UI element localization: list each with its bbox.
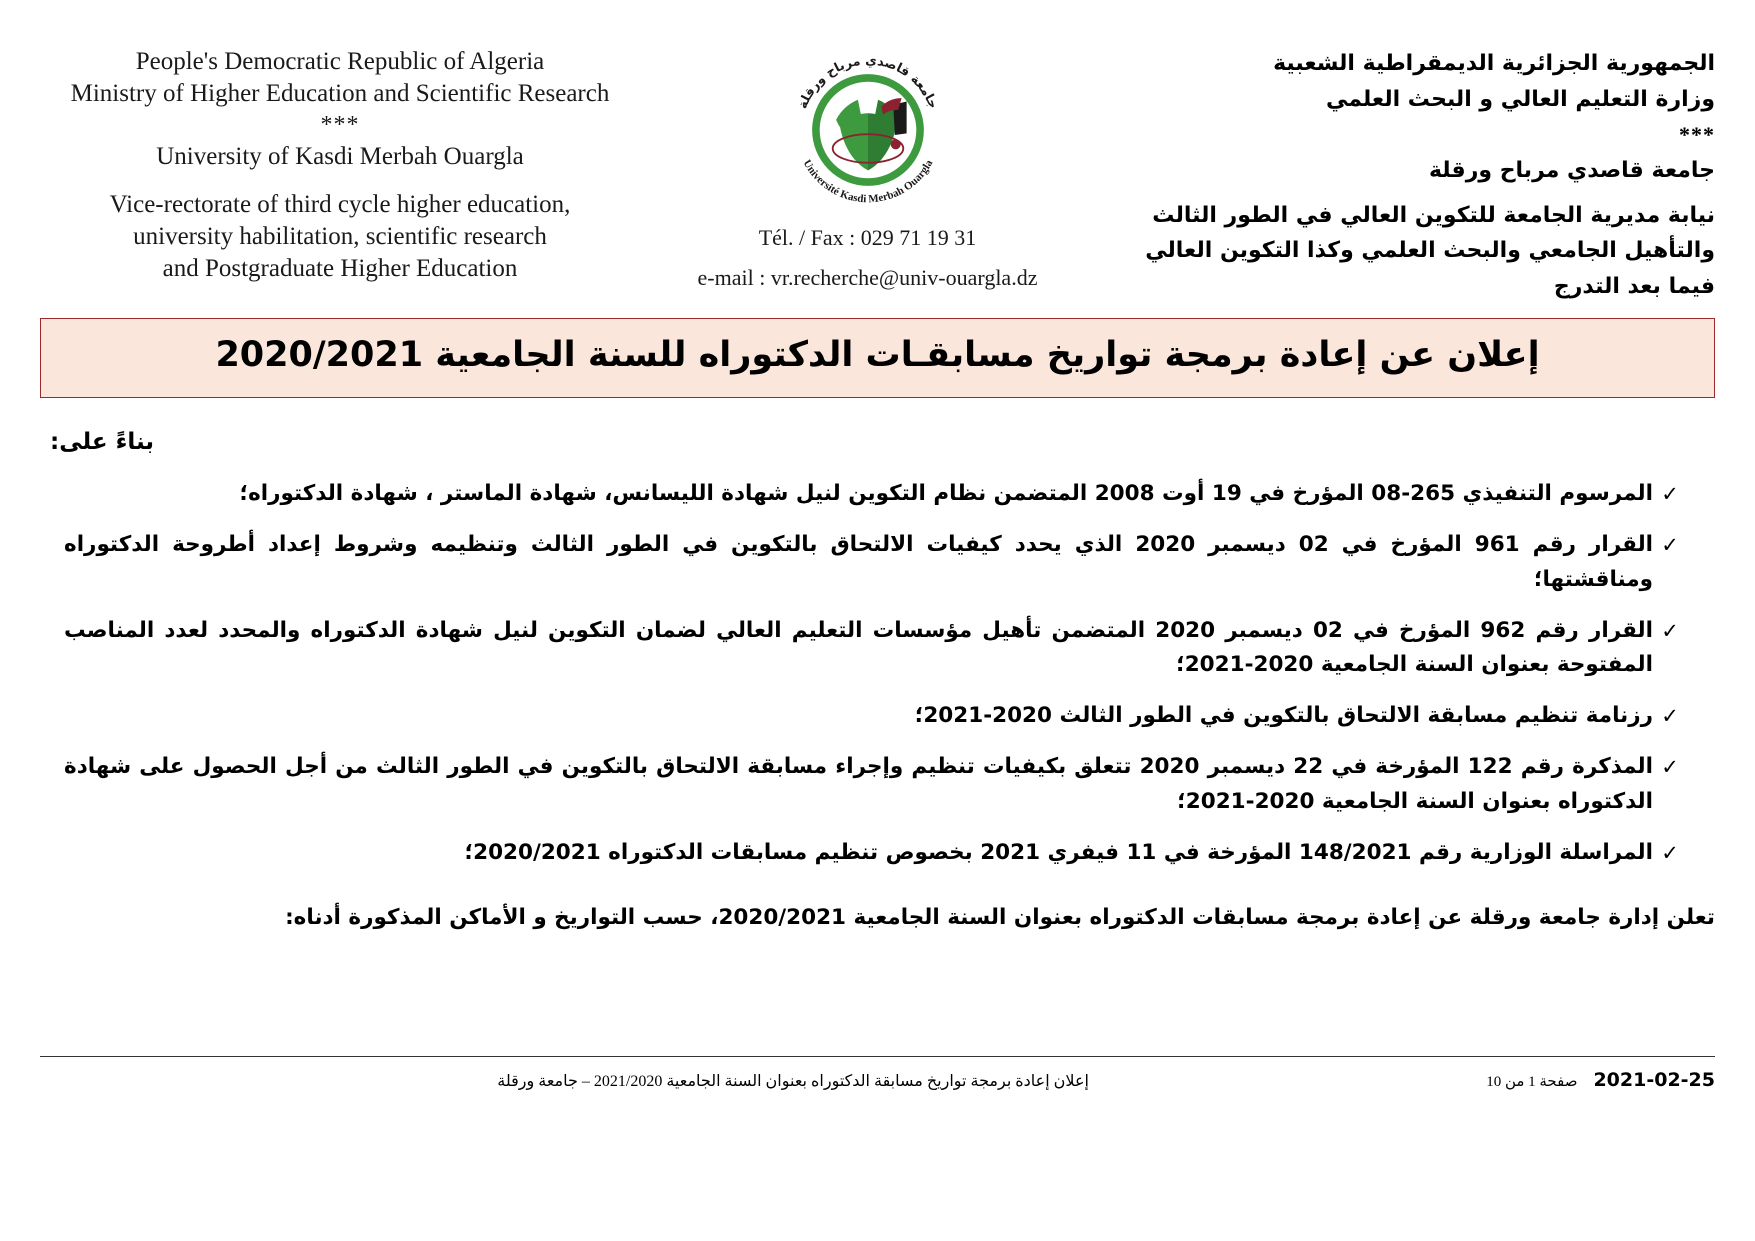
vice-rectorate-ar-line-2: والتأهيل الجامعي والبحث العلمي وكذا التكوين العالي	[1145, 238, 1715, 264]
document-header	[40, 0, 1715, 304]
check-icon: ✓	[1661, 618, 1679, 643]
list-item	[40, 699, 1715, 734]
svg-text:جامعة قاصدي مرباح ورقلة: جامعة قاصدي مرباح ورقلة	[794, 52, 941, 111]
intro-text: بناءً على:	[50, 428, 154, 455]
header-english-block	[40, 46, 640, 285]
separator-stars-en: ***	[320, 112, 360, 138]
vice-rectorate-line-2: university habilitation, scientific research	[133, 222, 547, 250]
clause-text: المراسلة الوزارية رقم 148/2021 المؤرخة في 11 فيفري 2021 بخصوص تنظيم مسابقات الدكتوراه 2020/2021؛	[464, 839, 1653, 865]
list-item	[40, 528, 1715, 598]
ministry-name-ar: وزارة التعليم العالي و البحث العلمي	[1325, 86, 1715, 112]
header-logo-block	[678, 46, 1058, 294]
intro-label	[40, 424, 1715, 461]
separator-stars-ar: ***	[1679, 122, 1715, 148]
announcement-title-banner	[40, 318, 1715, 398]
clause-text: القرار رقم 962 المؤرخ في 02 ديسمبر 2020 المتضمن تأهيل مؤسسات التعليم العالي لضمان التكوين لنيل شهادة الدكتوراه والمحدد لعدد المناصب المفتوحة بعنوان السنة الجامعية 2020-2021؛	[64, 617, 1653, 678]
check-icon: ✓	[1661, 482, 1679, 507]
check-icon: ✓	[1661, 704, 1679, 729]
list-item	[40, 836, 1715, 871]
ministry-name-en: Ministry of Higher Education and Scientific Research	[70, 80, 610, 107]
header-gap	[40, 173, 640, 189]
document-body	[40, 424, 1715, 936]
clause-text: رزنامة تنظيم مسابقة الالتحاق بالتكوين في الطور الثالث 2020-2021؛	[914, 703, 1653, 729]
footer-date: 2021-02-25	[1593, 1069, 1715, 1091]
vice-rectorate-line-1: Vice-rectorate of third cycle higher education,	[109, 190, 571, 218]
page-title: إعلان عن إعادة برمجة تواريخ مسابقـات الدكتوراه للسنة الجامعية 2020/2021	[215, 335, 1540, 376]
university-logo	[784, 46, 952, 214]
list-item	[40, 750, 1715, 820]
clause-text: المرسوم التنفيذي 265-08 المؤرخ في 19 أوت 2008 المتضمن نظام التكوين لنيل شهادة الليسانس، شهادة الماستر ، شهادة الدكتوراه؛	[239, 481, 1653, 507]
check-icon: ✓	[1661, 755, 1679, 780]
contact-email[interactable]: e-mail : vr.recherche@univ-ouargla.dz	[697, 264, 1038, 290]
header-arabic-block	[1095, 46, 1715, 304]
footer-row	[40, 1057, 1715, 1091]
document-footer	[40, 1056, 1715, 1091]
country-name-en: People's Democratic Republic of Algeria	[135, 48, 545, 75]
header-gap-ar	[1095, 189, 1715, 198]
vice-rectorate-line-3: and Postgraduate Higher Education	[162, 254, 518, 282]
check-icon: ✓	[1661, 840, 1679, 865]
vice-rectorate-ar-line-1: نيابة مديرية الجامعة للتكوين العالي في الطور الثالث	[1152, 202, 1715, 228]
closing-paragraph: تعلن إدارة جامعة ورقلة عن إعادة برمجة مسابقات الدكتوراه بعنوان السنة الجامعية 2020/2021، حسب التواريخ و الأماكن المذكورة أدناه:	[285, 904, 1715, 930]
legal-basis-list	[40, 477, 1715, 870]
vice-rectorate-ar-line-3: فيما بعد التدرج	[1553, 273, 1715, 299]
list-item	[40, 477, 1715, 512]
country-name-ar: الجمهورية الجزائرية الديمقراطية الشعبية	[1273, 51, 1715, 76]
list-item	[40, 614, 1715, 684]
university-name-ar: جامعة قاصدي مرباح ورقلة	[1428, 157, 1715, 183]
footer-center-text: إعلان إعادة برمجة تواريخ مسابقة الدكتوراه بعنوان السنة الجامعية 2021/2020 – جامعة ورقلة	[497, 1073, 1089, 1090]
clause-text: القرار رقم 961 المؤرخ في 02 ديسمبر 2020 الذي يحدد كيفيات الالتحاق بالتكوين في الطور الثالث وتنظيمه وشروط إعداد أطروحة الدكتوراه ومناقشتها؛	[64, 531, 1654, 592]
svg-text:Université Kasdi Merbah Ouargl: Université Kasdi Merbah Ouargla	[800, 157, 935, 206]
check-icon: ✓	[1661, 532, 1679, 557]
clause-text: المذكرة رقم 122 المؤرخة في 22 ديسمبر 2020 تتعلق بكيفيات تنظيم وإجراء مسابقة الالتحاق بالتكوين في الطور الثالث من أجل الحصول على شهادة الدكتوراه بعنوان السنة الجامعية 2020-2021؛	[64, 754, 1653, 814]
footer-page-indicator: صفحة 1 من 10	[1486, 1074, 1578, 1090]
contact-tel-fax: Tél. / Fax : 029 71 19 31	[758, 225, 977, 250]
footer-left-group	[1486, 1069, 1715, 1091]
university-name-en: University of Kasdi Merbah Ouargla	[156, 142, 524, 170]
